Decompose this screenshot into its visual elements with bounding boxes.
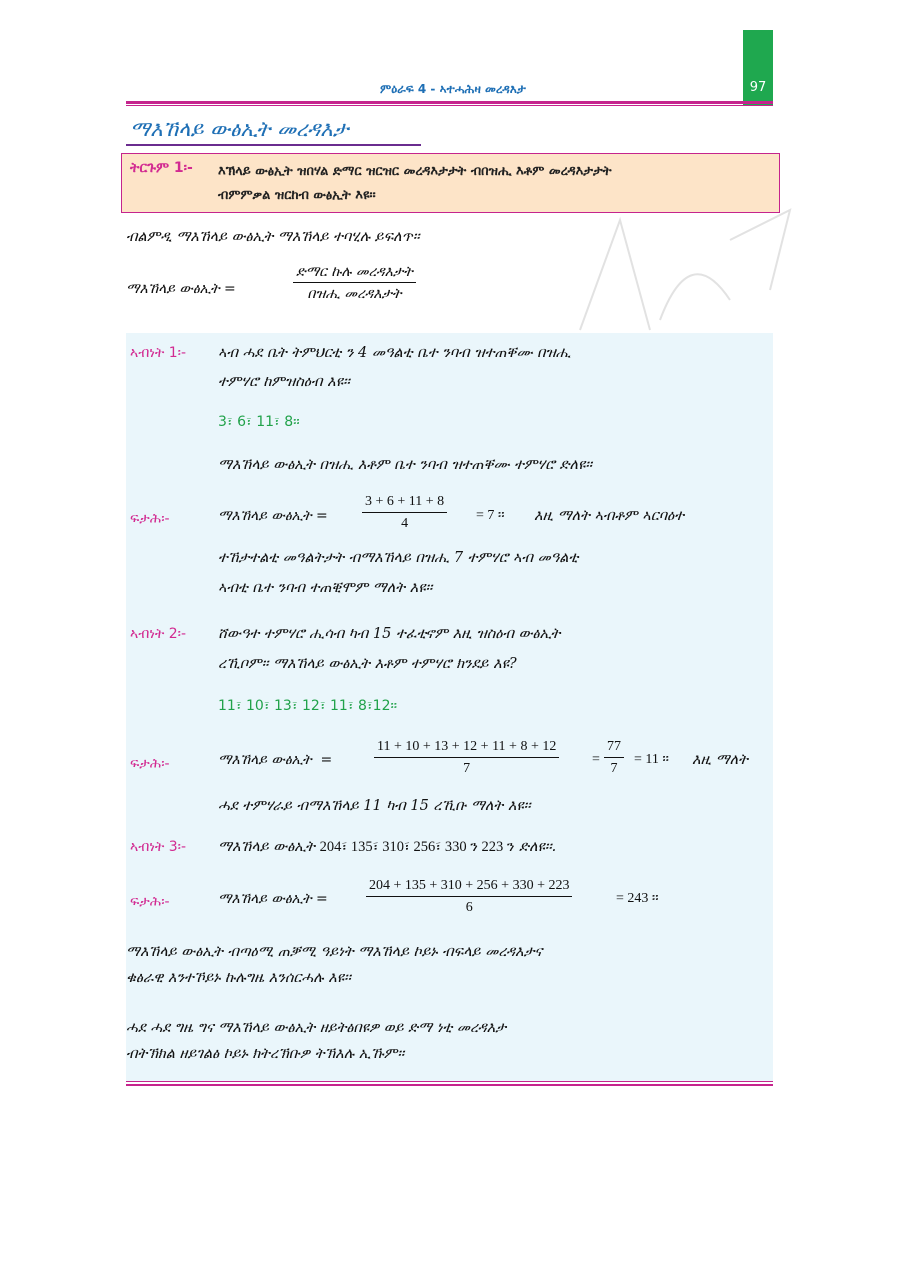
closing-p2-line-1: ሓደ ሓደ ግዜ ግና ማእኸላይ ውፅኢት ዘይትፅበዩዎ ወይ ድማ ነቲ መረዳእታ: [126, 1020, 507, 1036]
intro-paragraph: ብልምዲ ማእኸላይ ውፅኢት ማእኸላይ ተባሂሉ ይፍለጥ፡፡: [126, 229, 420, 245]
footer-rule-thin: [126, 1081, 773, 1082]
example-1-result: = 7 ፡፡: [476, 508, 505, 523]
example-1-solution-lhs-text: ማእኸላይ ውፅኢት: [218, 508, 312, 524]
header-rule: [126, 101, 773, 104]
closing-p2-line-2: ብትኽክል ዘይገልፅ ኮይኑ ክትረኽቡዎ ትኽእሉ ኢኹም፡፡: [126, 1046, 405, 1062]
section-title: ማእኸላይ ውፅኢት መረዳእታ: [130, 117, 349, 141]
example-2-solution-lhs: ማእኸላይ ውፅኢት =: [218, 752, 333, 768]
closing-p1-line-1: ማእኸላይ ውፅኢት ብጣዕሚ ጠቓሚ ዓይነት ማእኸላይ ኮይኑ ብፍላይ መረዳእታና: [126, 944, 543, 960]
example-2-line-2: ረኺቦም፡፡ ማእኸላይ ውፅኢት እቶም ተምሃሮ ክንደይ እዩ?: [218, 656, 517, 672]
example-1-fraction: [362, 494, 447, 532]
header-rule-thin: [126, 105, 773, 106]
example-2-solution-label: ፍታሕ፡-: [130, 756, 170, 772]
example-1-line-2: ተምሃሮ ከምዝስዕብ እዩ፡፡: [218, 374, 350, 390]
definition-label: ትርጉም 1፡-: [130, 160, 193, 176]
example-2-numerator: 11 + 10 + 13 + 12 + 11 + 8 + 12: [374, 739, 559, 758]
example-1-after-result: እዚ ማለት ኣብቶም ኣርባዕተ: [534, 508, 685, 524]
example-2-after-result: እዚ ማለት: [692, 752, 748, 768]
example-3-line-pre: ማእኸላይ ውፅኢት: [218, 839, 315, 855]
example-1-solution-lhs: ማእኸላይ ውፅኢት =: [218, 508, 328, 524]
definition-line-2: ብምምቃል ዝርከብ ውፅኢት እዩ፡፡: [218, 188, 376, 203]
page-number: 97: [749, 80, 767, 95]
definition-text: [218, 160, 612, 208]
example-3-solution-label: ፍታሕ፡-: [130, 894, 170, 910]
example-2-result: = 11 ፡፡: [634, 752, 669, 767]
example-3-fraction: [366, 878, 572, 916]
example-2-solution-lhs-text: ማእኸላይ ውፅኢት: [218, 752, 312, 768]
definition-line-1: እኽላይ ውፅኢት ዝበሃል ድማር ዝርዝር መረዳእታታት ብበዝሒ እቶም መረዳእታታት: [218, 164, 612, 179]
example-2-denominator-2: 7: [610, 761, 618, 776]
example-1-denominator: 4: [401, 516, 409, 531]
example-2-data: 11፣ 10፣ 13፣ 12፣ 11፣ 8፣12፡፡: [218, 698, 398, 714]
example-1-data: 3፣ 6፣ 11፣ 8፡፡: [218, 414, 300, 430]
example-2-fraction-2: [604, 739, 624, 777]
closing-p1-line-2: ቁፅራዊ እንተኾይኑ ኩሉግዜ እንሰርሓሉ እዩ፡፡: [126, 970, 351, 986]
example-3-solution-lhs-text: ማእኸላይ ውፅኢት: [218, 891, 312, 907]
example-2-equals: =: [592, 752, 600, 767]
section-title-underline: [126, 144, 421, 146]
running-title: ምዕራፍ 4 - ኣተሓሕዛ መረዳእታ: [380, 82, 526, 96]
example-2-label: ኣብነት 2፡-: [130, 626, 187, 642]
main-formula-fraction: [293, 264, 416, 302]
example-1-line-1: ኣብ ሓደ ቤት ትምህርቲ ን 4 መዓልቲ ቤተ ንባብ ዝተጠቐሙ በዝሒ: [218, 345, 571, 361]
example-3-values: 204፣ 135፣ 310፣ 256፣ 330 ን 223 ን: [319, 839, 515, 855]
example-1-explain-2: ኣብቲ ቤተ ንባብ ተጠቒሞም ማለት እዩ፡፡: [218, 580, 433, 596]
example-2-denominator: 7: [463, 761, 471, 776]
example-2-numerator-2: 77: [604, 739, 624, 758]
example-3-label: ኣብነት 3፡-: [130, 839, 187, 855]
closing-paragraph-2: [126, 1020, 773, 1062]
example-1-question: ማእኸላይ ውፅኢት በዝሒ እቶም ቤተ ንባብ ዝተጠቐሙ ተምሃሮ ድለዩ፡፡: [218, 457, 593, 473]
main-formula-lhs: ማእኸላይ ውፅኢት =: [126, 281, 236, 297]
example-3-line: [218, 839, 556, 856]
example-1-solution-label: ፍታሕ፡-: [130, 511, 170, 527]
example-3-numerator: 204 + 135 + 310 + 256 + 330 + 223: [366, 878, 572, 897]
footer-rule: [126, 1084, 773, 1086]
example-2-line-1: ሸውዓተ ተምሃሮ ሒሳብ ካብ 15 ተፈቲኖም እዚ ዝስዕብ ውፅኢት: [218, 626, 561, 642]
example-3-result: = 243 ፡፡: [616, 891, 659, 906]
example-1-label: ኣብነት 1፡-: [130, 345, 187, 361]
example-2-fraction: [374, 739, 559, 777]
example-3-solution-lhs: ማእኸላይ ውፅኢት =: [218, 891, 328, 907]
example-3-denominator: 6: [465, 900, 473, 915]
example-3-line-post: ድለዩ፡፡.: [519, 839, 557, 855]
closing-paragraph-1: [126, 944, 773, 986]
example-1-explain-1: ተኸታተልቲ መዓልትታት ብማእኸላይ በዝሒ 7 ተምሃሮ ኣብ መዓልቲ: [218, 550, 579, 566]
example-1-numerator: 3 + 6 + 11 + 8: [362, 494, 447, 513]
example-2-explain-1: ሓደ ተምሃራይ ብማእኸላይ 11 ካብ 15 ረኺቡ ማለት እዩ፡፡: [218, 798, 531, 814]
main-formula-numerator: ድማር ኩሉ መረዳእታት: [293, 264, 416, 283]
main-formula-denominator: በዝሒ መረዳእታት: [307, 286, 402, 302]
